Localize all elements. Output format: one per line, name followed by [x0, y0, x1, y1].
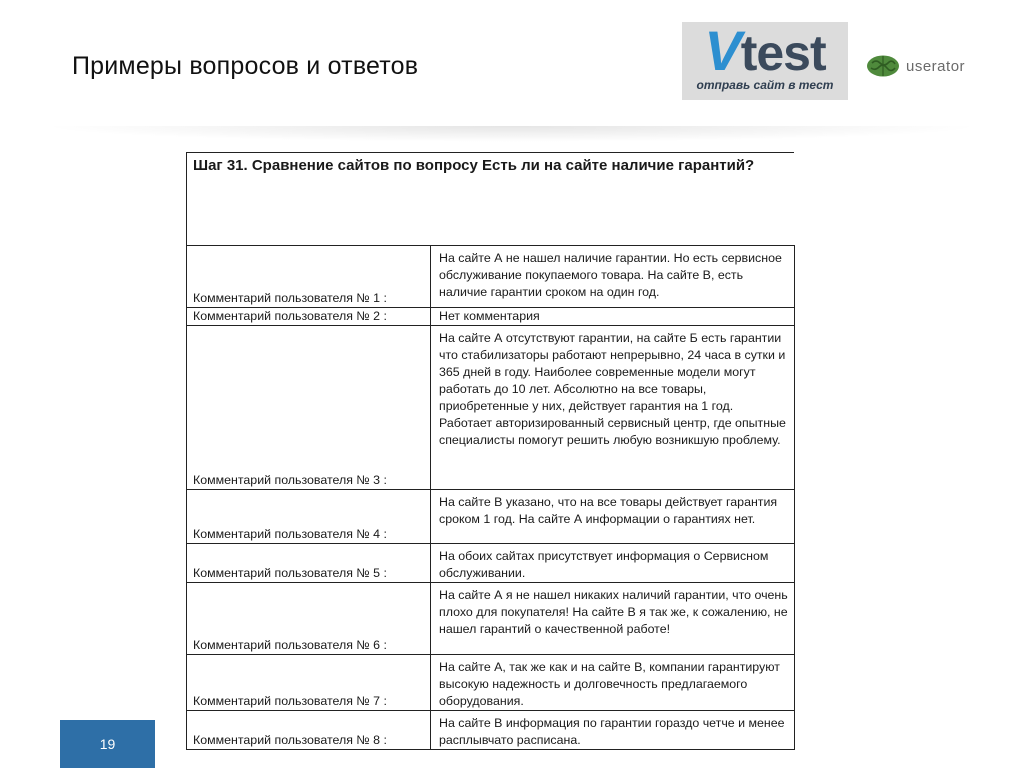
comment-label: Комментарий пользователя № 3 :: [187, 326, 431, 490]
document-title: Шаг 31. Сравнение сайтов по вопросу Есть ли на сайте наличие гарантий?: [193, 157, 755, 174]
userator-wordmark: userator: [906, 57, 966, 75]
userator-logo: [866, 52, 965, 80]
comment-text: На сайте В информация по гарантии гораздо четче и менее расплывчато расписана.: [431, 711, 795, 750]
document-header: [186, 152, 794, 245]
table-row: [187, 655, 795, 711]
comment-text: На сайте А, так же как и на сайте В, компании гарантируют высокую надежность и долговечность предлагаемого оборудования.: [431, 655, 795, 711]
vtest-logo: [682, 19, 848, 100]
comment-label: Комментарий пользователя № 5 :: [187, 544, 431, 583]
slide-title: Примеры вопросов и ответов: [72, 52, 419, 80]
comment-text: Нет комментария: [431, 308, 795, 326]
comment-label: Комментарий пользователя № 1 :: [187, 246, 431, 308]
comment-text: На обоих сайтах присутствует информация о Сервисном обслуживании.: [431, 544, 795, 583]
table-row: [187, 308, 795, 326]
brain-icon: [866, 54, 900, 78]
comments-table: [186, 245, 795, 750]
comment-label: Комментарий пользователя № 2 :: [187, 308, 431, 326]
vtest-wordmark: Vtest: [704, 19, 826, 82]
header-divider: [40, 126, 984, 142]
table-row: [187, 326, 795, 490]
table-row: [187, 711, 795, 750]
table-row: [187, 583, 795, 655]
page-number: 19: [60, 720, 155, 768]
comment-text: На сайте А я не нашел никаких наличий гарантии, что очень плохо для покупателя! На сайте В я так же, к сожалению, не нашел гарантий о качественной работе!: [431, 583, 795, 655]
document-scan: [186, 152, 794, 746]
vtest-tagline: отправь сайт в тест: [696, 78, 834, 92]
comment-label: Комментарий пользователя № 7 :: [187, 655, 431, 711]
comment-label: Комментарий пользователя № 8 :: [187, 711, 431, 750]
table-row: [187, 544, 795, 583]
table-row: [187, 246, 795, 308]
comment-label: Комментарий пользователя № 6 :: [187, 583, 431, 655]
comment-text: На сайте А отсутствуют гарантии, на сайте Б есть гарантии что стабилизаторы работают непрерывно, 24 часа в сутки и 365 дней в году. Наиболее современные модели могут работать до 10 лет. Абсолютно на все товары, приобретенные у них, действует гарантия на 1 год. Работает авторизированный сервисный центр, где опытные специалисты помогут решить любую возникшую проблему.: [431, 326, 795, 490]
comment-label: Комментарий пользователя № 4 :: [187, 490, 431, 544]
comment-text: На сайте В указано, что на все товары действует гарантия сроком 1 год. На сайте А информации о гарантиях нет.: [431, 490, 795, 544]
table-row: [187, 490, 795, 544]
comment-text: На сайте А не нашел наличие гарантии. Но есть сервисное обслуживание покупаемого товара. На сайте В, есть наличие гарантии сроком на один год.: [431, 246, 795, 308]
